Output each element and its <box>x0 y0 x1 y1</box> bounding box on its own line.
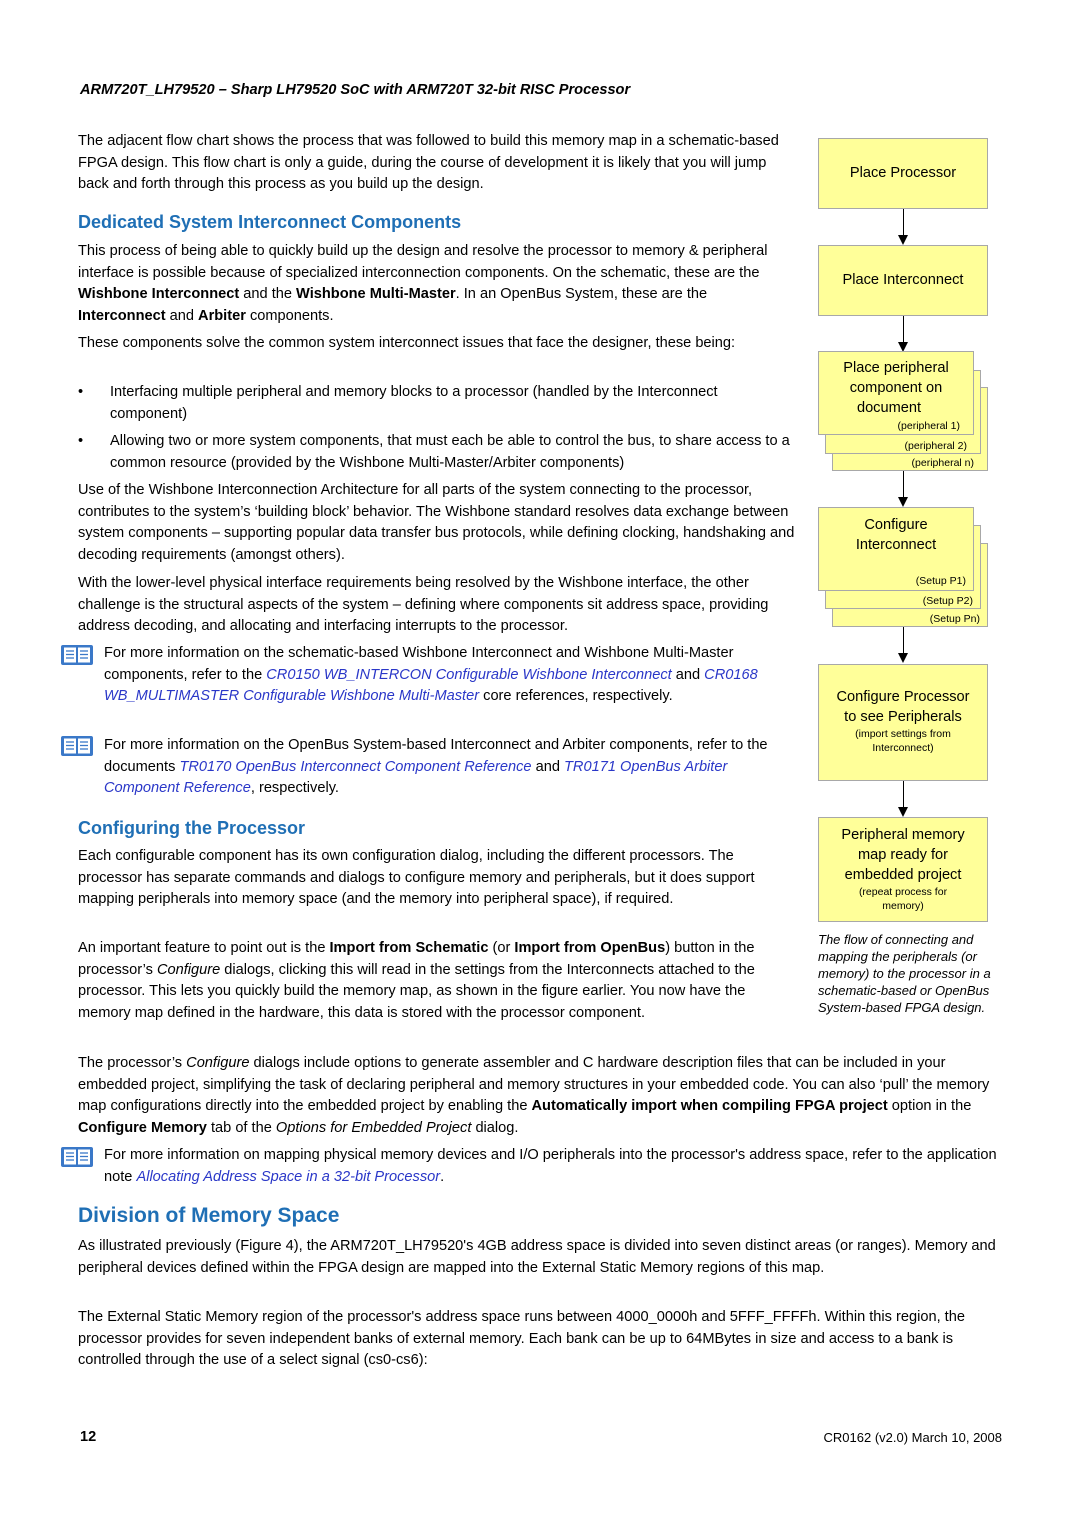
flow-arrow <box>903 781 904 808</box>
interconnect-paragraph-4: With the lower-level physical interface requirements being resolved by the Wishbone interface, the other challenge is the structural aspects of the system – defining where components sit address space, providing address decoding, and allocating and interfacing interrupts to the processor. <box>78 575 769 635</box>
document-reference: CR0162 (v2.0) March 10, 2008 <box>823 1430 1002 1445</box>
flow-sublabel: (peripheral n) <box>911 457 974 469</box>
arrowhead-icon <box>898 653 908 663</box>
bullet-text: Allowing two or more system components, that must each be able to control the bus, to share access to a common resource (provided by the Wishbone Multi-Master/Arbiter components) <box>110 433 790 471</box>
link-cr0168[interactable]: CR0168 WB_MULTIMASTER Configurable Wishbone Multi-Master <box>104 666 758 705</box>
section-heading-processor: Configuring the Processor <box>78 818 306 838</box>
book-icon <box>60 735 94 757</box>
intro-paragraph: The adjacent flow chart shows the process that was followed to build this memory map in a schematic-based FPGA design. This flow chart is only a guide, during the course of development it is likely that you will jump back and forth through this process as you build up the design. <box>78 133 779 193</box>
arrowhead-icon <box>898 235 908 245</box>
processor-paragraph-2: An important feature to point out is the Import from Schematic (or Import from OpenBus) button in the processor’s Configure dialogs, clicking this will read in the settings from the Interconnects attached to the processor. This lets you quickly build the memory map, as shown in the figure earlier. You now have the memory map defined in the hardware, this data is stored with the processor component. <box>78 940 755 1021</box>
interconnect-paragraph-2: These components solve the common system interconnect issues that face the designer, these being: <box>78 335 736 351</box>
flow-step-place-interconnect: Place Interconnect <box>818 245 988 316</box>
flow-step-place-peripheral: Place peripheral component on document <box>818 351 974 435</box>
arrowhead-icon <box>898 807 908 817</box>
flow-sublabel: (peripheral 1) <box>897 420 960 432</box>
list-item <box>78 431 798 475</box>
division-paragraph-2: The External Static Memory region of the processor's address space runs between 4000_0000h and 5FFF_FFFFh. Within this region, the processor provides for seven independent banks of external memory. Each bank can be up to 64MBytes in size and access to a bank is controlled through the use of a select signal (cs0-cs6): <box>78 1309 965 1369</box>
link-cr0150[interactable]: CR0150 WB_INTERCON Configurable Wishbone Interconnect <box>266 666 672 683</box>
flow-sublabel: (Setup P1) <box>915 575 966 587</box>
bullet-glyph: • <box>78 433 84 449</box>
flow-step-memory-map-ready: Peripheral memory map ready for embedded project (repeat process for memory) <box>818 817 988 922</box>
link-tr0171[interactable]: TR0171 OpenBus Arbiter Component Reference <box>104 758 728 797</box>
section-heading-interconnect: Dedicated System Interconnect Components <box>78 212 462 232</box>
bullet-text: Interfacing multiple peripheral and memory blocks to a processor (handled by the Interconnect component) <box>110 384 718 422</box>
book-icon <box>60 644 94 666</box>
flow-sublabel: (Setup Pn) <box>929 613 980 625</box>
note-wishbone-references: For more information on the schematic-based Wishbone Interconnect and Wishbone Multi-Master components, refer to the CR0150 WB_INTERCON Configurable Wishbone Interconnect and CR0168 WB_MULTIMASTER Configurable Wishbone Multi-Master core references, respectively. <box>104 645 758 705</box>
note-address-space: For more information on mapping physical memory devices and I/O peripherals into the processor's address space, refer to the application note Allocating Address Space in a 32-bit Processor. <box>104 1147 997 1185</box>
flow-step-configure-processor: Configure Processor to see Peripherals (import settings from Interconnect) <box>818 664 988 781</box>
running-header: ARM720T_LH79520 – Sharp LH79520 SoC with ARM720T 32-bit RISC Processor <box>80 82 631 98</box>
section-heading-division: Division of Memory Space <box>78 1204 340 1227</box>
flow-step-place-processor: Place Processor <box>818 138 988 209</box>
flow-step-configure-interconnect: Configure Interconnect <box>818 507 974 591</box>
interconnect-paragraph-3: Use of the Wishbone Interconnection Architecture for all parts of the system connecting to the processor, contributes to the system’s ‘building block’ behavior. The Wishbone standard resolves data exchange between system components – supporting popular data transfer bus protocols, while defining clocking, handshaking and decoding requirements (amongst others). <box>78 482 795 563</box>
processor-paragraph-1: Each configurable component has its own configuration dialog, including the different processors. The processor has separate commands and dialogs to configure memory and peripherals, but it does support mapping peripherals into memory space (and the memory into peripheral space), if required. <box>78 848 755 908</box>
flow-sublabel: (peripheral 2) <box>904 440 967 452</box>
note-openbus-references: For more information on the OpenBus System-based Interconnect and Arbiter components, refer to the documents TR0170 OpenBus Interconnect Component Reference and TR0171 OpenBus Arbiter Component Reference, respectively. <box>104 737 768 797</box>
page-number: 12 <box>80 1429 97 1445</box>
flow-arrow <box>903 209 904 236</box>
bullet-glyph: • <box>78 384 84 400</box>
division-paragraph-1: As illustrated previously (Figure 4), the ARM720T_LH79520's 4GB address space is divided into seven distinct areas (or ranges). Memory and peripheral devices defined within the FPGA design are mapped into the External Static Memory regions of this map. <box>78 1238 996 1276</box>
processor-paragraph-3: The processor’s Configure dialogs include options to generate assembler and C hardware description files that can be included in your embedded project, simplifying the task of declaring peripheral and memory structures in your embedded code. You can also ‘pull’ the memory map configurations directly into the embedded project by enabling the Automatically import when compiling FPGA project option in the Configure Memory tab of the Options for Embedded Project dialog. <box>78 1055 990 1136</box>
link-allocating-address-space[interactable]: Allocating Address Space in a 32-bit Processor <box>136 1168 441 1185</box>
flow-arrow <box>903 471 904 498</box>
flowchart-caption: The flow of connecting and mapping the peripherals (or memory) to the processor in a schematic-based or OpenBus System-based FPGA design. <box>818 932 991 1015</box>
flow-arrow <box>903 627 904 654</box>
list-item <box>78 382 798 426</box>
interconnect-paragraph-1: This process of being able to quickly build up the design and resolve the processor to memory & peripheral interface is possible because of specialized interconnection components. On the schematic, these are the Wishbone Interconnect and the Wishbone Multi-Master. In an OpenBus System, these are the Interconnect and Arbiter components. <box>78 243 768 324</box>
flow-sublabel: (Setup P2) <box>922 595 973 607</box>
book-icon <box>60 1146 94 1168</box>
arrowhead-icon <box>898 497 908 507</box>
flow-arrow <box>903 316 904 343</box>
link-tr0170[interactable]: TR0170 OpenBus Interconnect Component Reference <box>179 758 532 775</box>
